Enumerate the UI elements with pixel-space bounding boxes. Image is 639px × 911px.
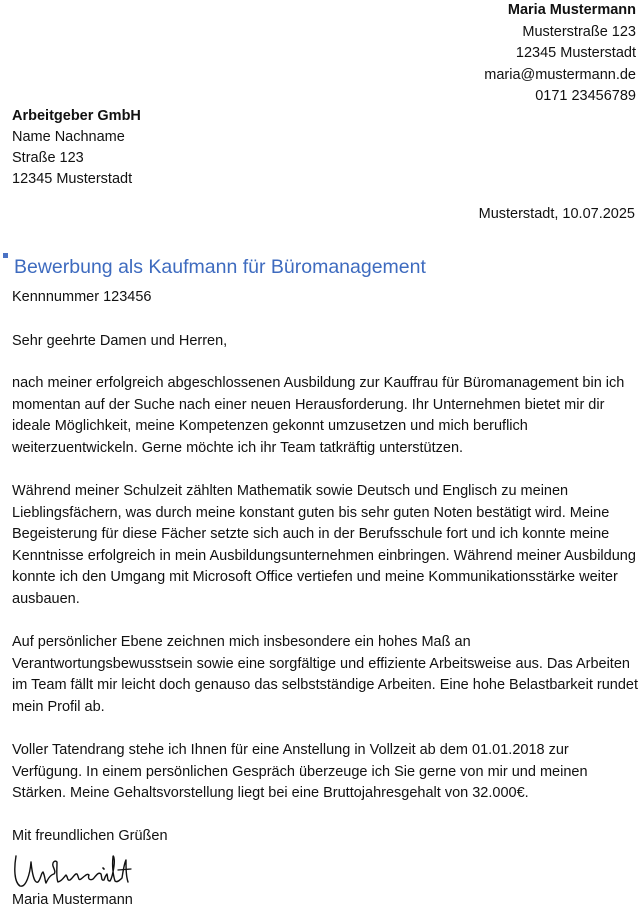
sender-email: maria@mustermann.de	[484, 66, 636, 83]
recipient-city: 12345 Musterstadt	[12, 171, 133, 187]
closing-phrase: Mit freundlichen Grüßen	[12, 828, 168, 844]
sender-name: Maria Mustermann	[507, 2, 636, 18]
letter-date: Musterstadt, 10.07.2025	[478, 206, 635, 222]
subject-marker	[3, 253, 8, 258]
sender-block	[484, 0, 636, 108]
body-paragraph-4: Voller Tatendrang stehe ich Ihnen für eine Anstellung in Vollzeit ab dem 01.01.2018 zur Verfügung. In einem persönlichen Gespräch überzeuge ich Sie gerne von mir und meinen Stärken. Meine Gehaltsvorstellung liegt bei eine Bruttojahresgehalt von 32.000€.	[12, 742, 588, 801]
recipient-street: Straße 123	[12, 150, 84, 166]
recipient-block	[12, 106, 141, 190]
subject-line: Bewerbung als Kaufmann für Büromanagement	[14, 256, 426, 278]
handwritten-signature	[10, 848, 135, 894]
sender-street: Musterstraße 123	[522, 23, 636, 40]
salutation: Sehr geehrte Damen und Herren,	[12, 333, 228, 349]
sender-city: 12345 Musterstadt	[515, 45, 636, 61]
body-paragraph-3: Auf persönlicher Ebene zeichnen mich insbesondere ein hohes Maß an Verantwortungsbewusstsein sowie eine sorgfältige und effiziente Arbeitsweise aus. Das Arbeiten im Team fällt mir leicht doch genauso das selbstständige Arbeiten. Eine hohe Belastbarkeit rundet mein Profil ab.	[12, 634, 639, 715]
body-paragraph-2: Während meiner Schulzeit zählten Mathematik sowie Deutsch und Englisch zu meinen Lieblingsfächern, was durch meine konstant guten bis sehr guten Noten bestätigt wird. Meine Begeisterung für diese Fächer setzte sich auch in der Berufsschule fort und ich konnte meine Kenntnisse erfolgreich in mein Ausbildungsunternehmen einbringen. Während meiner Ausbildung konnte ich den Umgang mit Microsoft Office vertiefen und meine Kommunikationsstärke weiter ausbauen.	[12, 483, 636, 607]
reference-number: Kennnummer 123456	[12, 289, 152, 305]
recipient-contact: Name Nachname	[12, 129, 125, 145]
sender-phone: 0171 23456789	[535, 88, 636, 104]
signer-name: Maria Mustermann	[12, 892, 133, 908]
recipient-company: Arbeitgeber GmbH	[12, 108, 141, 124]
body-paragraph-1: nach meiner erfolgreich abgeschlossenen Ausbildung zur Kauffrau für Büromanagement bin ich momentan auf der Suche nach einer neuen Herausforderung. Ihr Unternehmen bietet mir dir ideale Möglichkeit, meine Kompetenzen gekonnt umzusetzen und mich beruflich weiterzuentwickeln. Gerne möchte ich ihr Team tatkräftig unterstützen.	[12, 375, 625, 456]
